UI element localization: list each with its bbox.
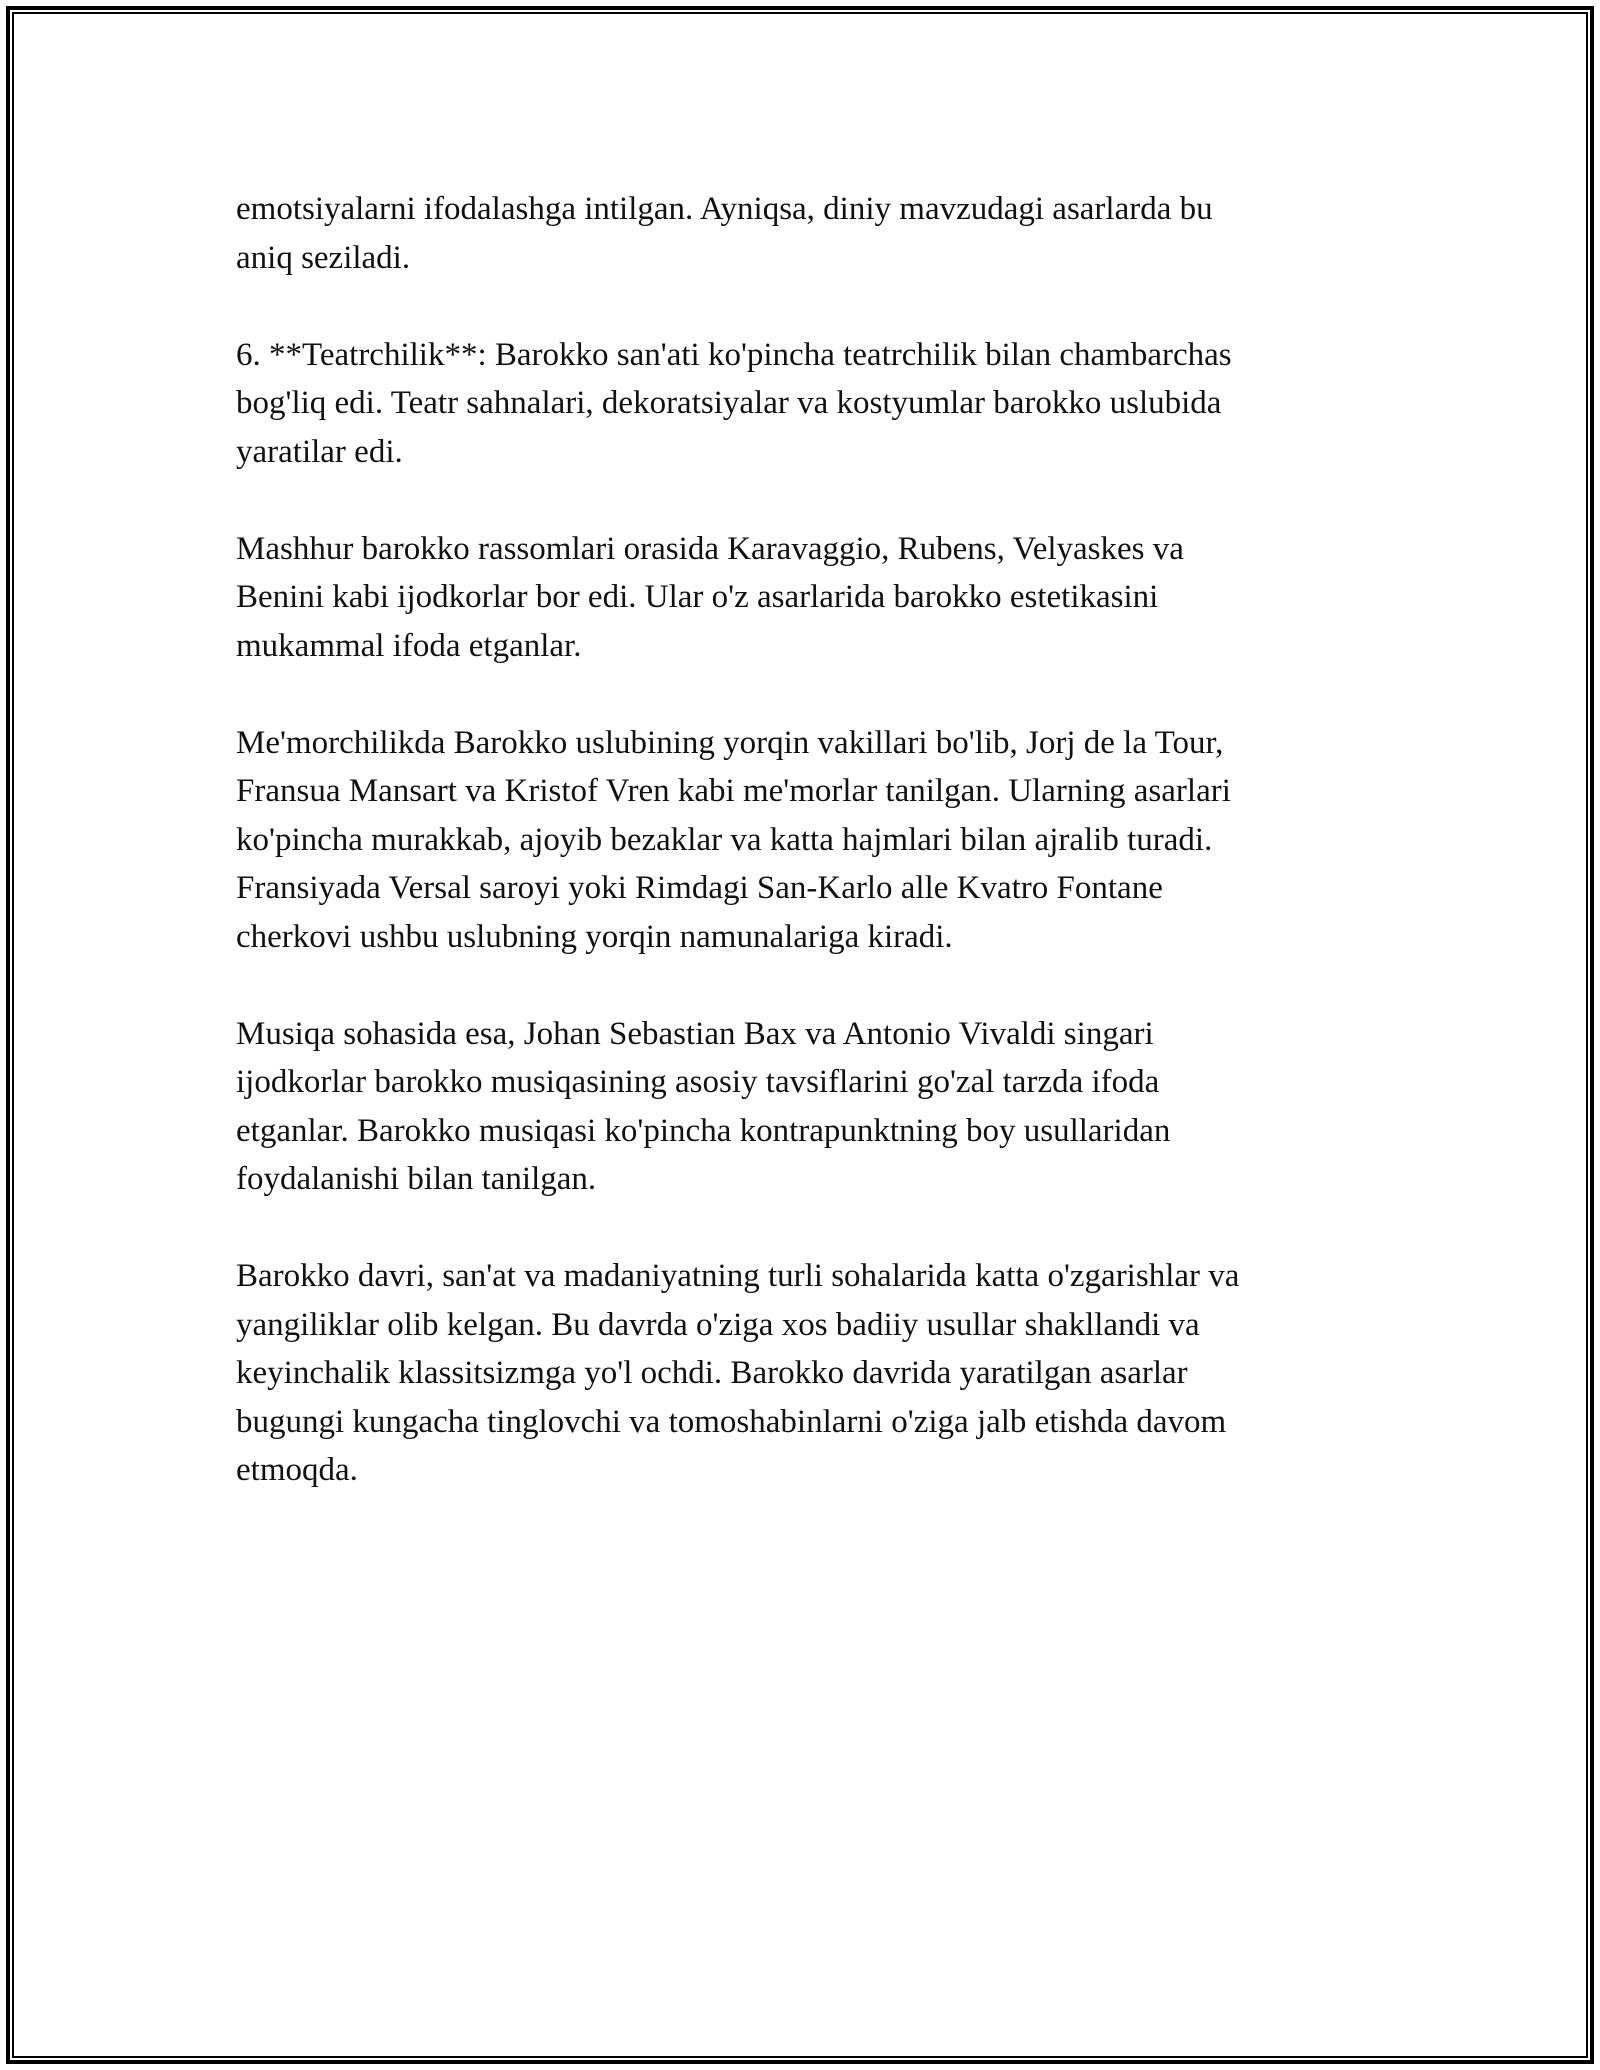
paragraph-theatricality: 6. **Teatrchilik**: Barokko san'ati ko'pincha teatrchilik bilan chambarchas bog'liq edi. Teatr sahnalari, dekoratsiyalar va kostyumlar barokko uslubida yaratilar edi. [236,336,1232,470]
paragraph-music: Musiqa sohasida esa, Johan Sebastian Bax va Antonio Vivaldi singari ijodkorlar barokko musiqasining asosiy tavsiflarini go'zal tarzda ifoda etganlar. Barokko musiqasi ko'pincha kontrapunktning boy usullaridan foydalanishi bilan tanilgan. [236,1015,1171,1197]
paragraph-painters: Mashhur barokko rassomlari orasida Karavaggio, Rubens, Velyaskes va Benini kabi ijodkorlar bor edi. Ular o'z asarlarida barokko estetikasini mukammal ifoda etganlar. [236,530,1184,664]
paragraph-emotions: emotsiyalarni ifodalashga intilgan. Ayniqsa, diniy mavzudagi asarlarda bu aniq seziladi. [236,191,1213,276]
document-body [236,185,1366,1543]
paragraph-architecture: Me'morchilikda Barokko uslubining yorqin vakillari bo'lib, Jorj de la Tour, Fransua Mansart va Kristof Vren kabi me'morlar tanilgan. Ularning asarlari ko'pincha murakkab, ajoyib bezaklar va katta hajmlari bilan ajralib turadi. Fransiyada Versal saroyi yoki Rimdagi San-Karlo alle Kvatro Fontane cherkovi ushbu uslubning yorqin namunalariga kiradi. [236,724,1231,955]
paragraph-conclusion: Barokko davri, san'at va madaniyatning turli sohalarida katta o'zgarishlar va yangiliklar olib kelgan. Bu davrda o'ziga xos badiiy usullar shakllandi va keyinchalik klassitsizmga yo'l ochdi. Barokko davrida yaratilgan asarlar bugungi kungacha tinglovchi va tomoshabinlarni o'ziga jalb etishda davom etmoqda. [236,1258,1240,1488]
